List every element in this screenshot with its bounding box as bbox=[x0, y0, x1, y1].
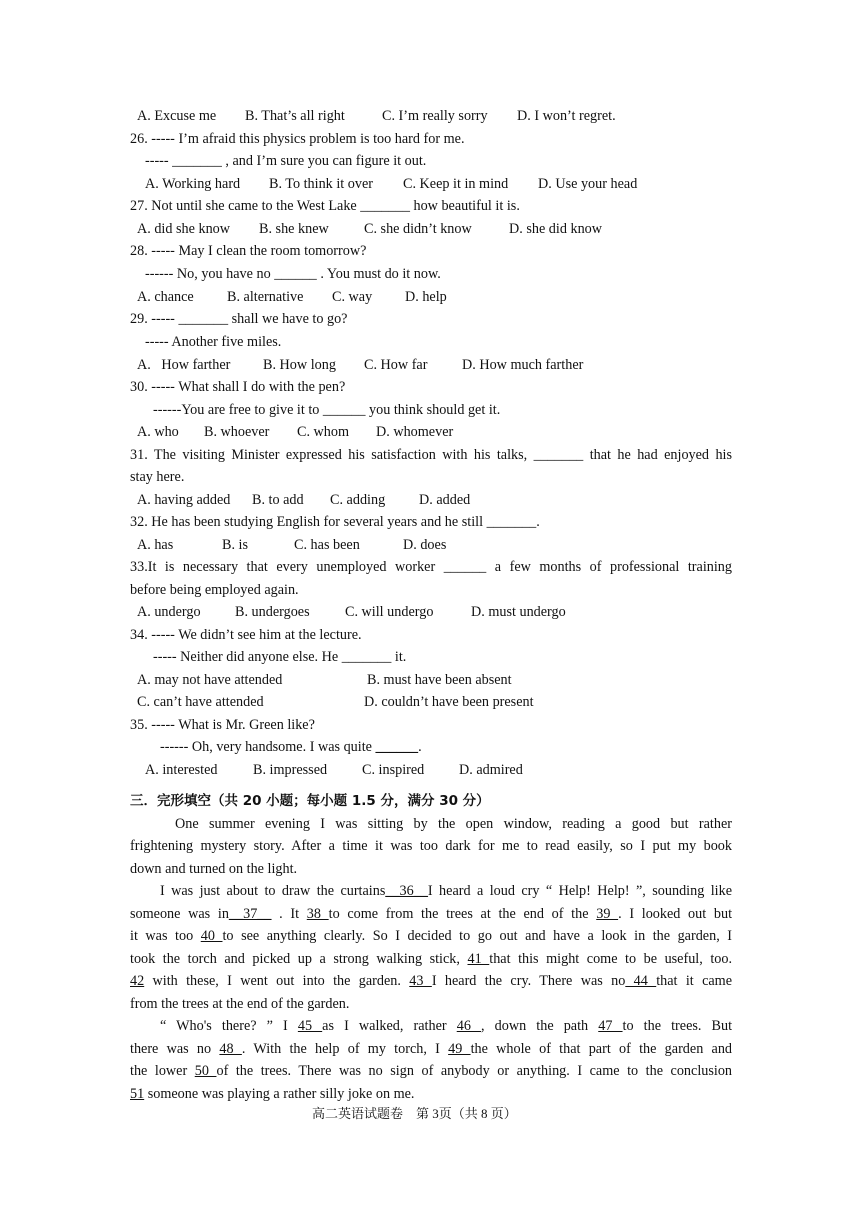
blank-36: __36__ bbox=[385, 883, 428, 899]
blank-41: 41 bbox=[467, 951, 490, 967]
option: D. does bbox=[403, 537, 447, 553]
option: B. That’s all right bbox=[245, 108, 345, 124]
question-stem: 31. The visiting Minister expressed his satisfaction with his talks, _______ that he had enjoyed his bbox=[130, 447, 732, 463]
option: B. undergoes bbox=[235, 604, 310, 620]
option: D. How much farther bbox=[462, 357, 584, 373]
option: D. couldn’t have been present bbox=[364, 694, 534, 710]
option: B. must have been absent bbox=[367, 672, 512, 688]
blank-49: 49 bbox=[448, 1041, 471, 1057]
blank-38: 38 bbox=[306, 906, 329, 922]
question-stem: 32. He has been studying English for several years and he still _______. bbox=[130, 514, 540, 530]
option: A. How farther bbox=[137, 357, 231, 373]
blank-46: 46 bbox=[456, 1018, 482, 1034]
option: C. adding bbox=[330, 492, 386, 508]
question-stem: 30. ----- What shall I do with the pen? bbox=[130, 379, 346, 395]
option: B. alternative bbox=[227, 289, 304, 305]
passage-line: I was just about to draw the curtains__36__I heard a loud cry “ Help! Help! ”, sounding like bbox=[160, 883, 732, 899]
question-reply: ----- _______ , and I’m sure you can figure it out. bbox=[145, 153, 427, 169]
option: C. has been bbox=[294, 537, 360, 553]
option: A. who bbox=[137, 424, 179, 440]
option: A. having added bbox=[137, 492, 231, 508]
option: C. I’m really sorry bbox=[382, 108, 488, 124]
question-stem: 28. ----- May I clean the room tomorrow? bbox=[130, 243, 367, 259]
question-reply: ------You are free to give it to ______ you think should get it. bbox=[153, 402, 501, 418]
question-stem: 29. ----- _______ shall we have to go? bbox=[130, 311, 348, 327]
question-stem-continued: before being employed again. bbox=[130, 582, 299, 598]
option: A. interested bbox=[145, 762, 218, 778]
option: D. admired bbox=[459, 762, 523, 778]
blank-51: 51 bbox=[130, 1086, 145, 1102]
passage-line: down and turned on the light. bbox=[130, 861, 298, 877]
option: B. she knew bbox=[259, 221, 329, 237]
option: D. Use your head bbox=[538, 176, 638, 192]
answer-blank: ______ bbox=[375, 739, 419, 755]
question-stem: 34. ----- We didn’t see him at the lecture. bbox=[130, 627, 362, 643]
option: C. Keep it in mind bbox=[403, 176, 509, 192]
option: C. whom bbox=[297, 424, 350, 440]
blank-48: 48 bbox=[219, 1041, 242, 1057]
option: D. she did know bbox=[509, 221, 603, 237]
option: B. to add bbox=[252, 492, 304, 508]
option: A. Working hard bbox=[145, 176, 241, 192]
passage-line: One summer evening I was sitting by the open window, reading a good but rather bbox=[175, 816, 732, 832]
blank-40: 40 bbox=[200, 928, 223, 944]
passage-line: “ Who's there? ” I 45 as I walked, rather 46 , down the path 47 to the trees. But bbox=[160, 1018, 733, 1034]
question-reply: ------ No, you have no ______ . You must do it now. bbox=[145, 266, 441, 282]
passage-line: from the trees at the end of the garden. bbox=[130, 996, 350, 1012]
question-stem-continued: stay here. bbox=[130, 469, 185, 485]
option: A. has bbox=[137, 537, 174, 553]
option: A. may not have attended bbox=[137, 672, 283, 688]
option: D. must undergo bbox=[471, 604, 566, 620]
question-reply: ----- Another five miles. bbox=[145, 334, 282, 350]
question-reply: ------ Oh, very handsome. I was quite ______. bbox=[160, 739, 422, 755]
option: C. can’t have attended bbox=[137, 694, 264, 710]
question-stem: 26. ----- I’m afraid this physics problem is too hard for me. bbox=[130, 131, 465, 147]
question-reply: ----- Neither did anyone else. He _______ it. bbox=[153, 649, 407, 665]
page-footer: 高二英语试题卷 第 3页（共 8 页） bbox=[312, 1106, 517, 1121]
blank-37: __37__ bbox=[228, 906, 272, 922]
option: B. is bbox=[222, 537, 249, 553]
blank-42: 42 bbox=[130, 973, 145, 989]
option: C. inspired bbox=[362, 762, 425, 778]
blank-39: 39 bbox=[596, 906, 619, 922]
option: D. I won’t regret. bbox=[517, 108, 616, 124]
option: B. whoever bbox=[204, 424, 270, 440]
option: D. added bbox=[419, 492, 471, 508]
blank-47: 47 bbox=[598, 1018, 623, 1034]
option: D. whomever bbox=[376, 424, 454, 440]
section-heading: 三．完形填空（共 20 小题；每小题 1.5 分，满分 30 分） bbox=[130, 793, 490, 809]
blank-44: 44 bbox=[625, 973, 657, 989]
question-stem: 27. Not until she came to the West Lake _______ how beautiful it is. bbox=[130, 198, 520, 214]
option: B. How long bbox=[263, 357, 336, 373]
passage-line: took the torch and picked up a strong walking stick, 41 that this might come to be useful, too. bbox=[130, 951, 733, 967]
passage-line: someone was in__37__ . It 38 to come from the trees at the end of the 39 . I looked out but bbox=[130, 906, 733, 922]
question-stem: 35. ----- What is Mr. Green like? bbox=[130, 717, 315, 733]
option: A. did she know bbox=[137, 221, 231, 237]
passage-line: 51 someone was playing a rather silly joke on me. bbox=[130, 1086, 415, 1102]
passage-line: it was too 40 to see anything clearly. So I decided to go out and have a look in the garden, I bbox=[130, 928, 733, 944]
option: C. will undergo bbox=[345, 604, 434, 620]
passage-line: 42 with these, I went out into the garden. 43 I heard the cry. There was no 44 that it came bbox=[130, 973, 733, 989]
option: A. chance bbox=[137, 289, 194, 305]
option: C. she didn’t know bbox=[364, 221, 472, 237]
option: B. impressed bbox=[253, 762, 328, 778]
option: C. way bbox=[332, 289, 373, 305]
blank-43: 43 bbox=[409, 973, 432, 989]
option: D. help bbox=[405, 289, 447, 305]
blank-45: 45 bbox=[297, 1018, 323, 1034]
blank-50: 50 bbox=[194, 1063, 217, 1079]
option: A. Excuse me bbox=[137, 108, 217, 124]
passage-line: there was no 48 . With the help of my torch, I 49 the whole of that part of the garden and bbox=[130, 1041, 733, 1057]
option: B. To think it over bbox=[269, 176, 373, 192]
passage-line: the lower 50 of the trees. There was no sign of anybody or anything. I came to the conclusion bbox=[130, 1063, 733, 1079]
option: A. undergo bbox=[137, 604, 201, 620]
question-stem: 33.It is necessary that every unemployed worker ______ a few months of professional training bbox=[130, 559, 732, 575]
option: C. How far bbox=[364, 357, 428, 373]
passage-line: frightening mystery story. After a time it was too dark for me to read easily, so I put my book bbox=[130, 838, 732, 854]
